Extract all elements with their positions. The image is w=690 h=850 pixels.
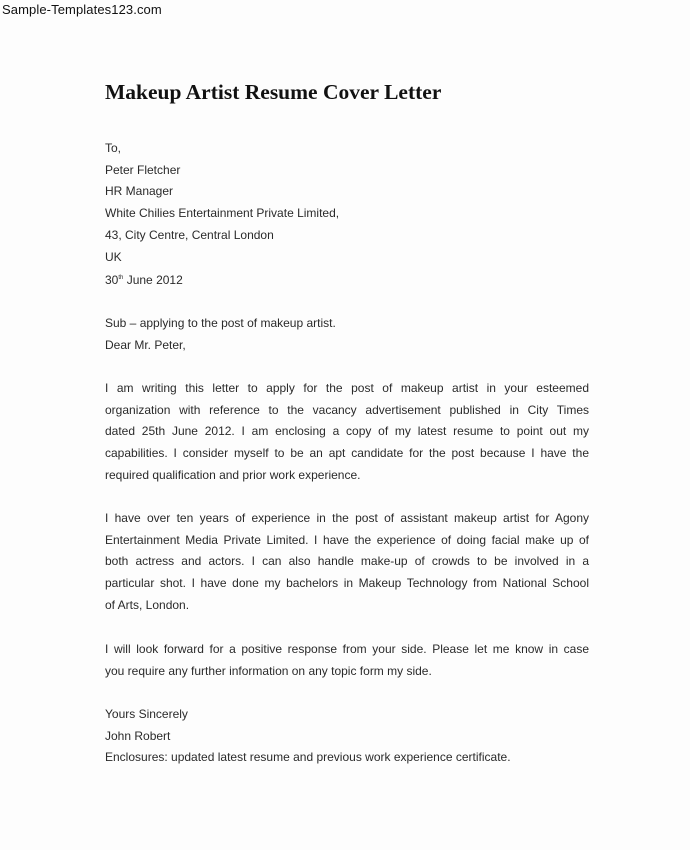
recipient-position: HR Manager (105, 184, 174, 199)
paragraph-2-line: I have over ten years of experience in the post of assistant makeup artist for Agony (105, 511, 589, 525)
subject-line: Sub – applying to the post of makeup artist. (105, 316, 336, 330)
paragraph-2-line: particular shot. I have done my bachelors in Makeup Technology from National School (105, 576, 589, 591)
paragraph-2-line: both actress and actors. I can also handle make-up of crowds to be involved in a (105, 554, 589, 569)
salutation: Dear Mr. Peter, (105, 337, 186, 352)
recipient-name: Peter Fletcher (105, 162, 181, 177)
subject-block (105, 313, 589, 356)
paragraph-2 (105, 508, 589, 617)
paragraph-1-line: I am writing this letter to apply for the post of makeup artist in your esteemed (105, 381, 589, 395)
recipient-street: 43, City Centre, Central London (105, 227, 274, 242)
paragraph-1-line: required qualification and prior work experience. (105, 467, 361, 482)
date-rest: June 2012 (123, 273, 183, 288)
closing-block (105, 704, 589, 769)
recipient-address (105, 138, 589, 292)
paragraph-1-line: dated 25th June 2012. I am enclosing a copy of my latest resume to point out my (105, 424, 589, 439)
paragraph-1-line: organization with reference to the vacancy advertisement published in City Times (105, 402, 589, 417)
letter-date (105, 268, 589, 292)
signature-name: John Robert (105, 728, 171, 743)
date-day: 30 (105, 273, 119, 288)
paragraph-3-line: I will look forward for a positive response from your side. Please let me know in case (105, 642, 589, 656)
closing: Yours Sincerely (105, 707, 188, 721)
address-to: To, (105, 141, 122, 155)
paragraph-1 (105, 378, 589, 487)
paragraph-2-line: of Arts, London. (105, 597, 190, 612)
recipient-country: UK (105, 249, 122, 264)
site-watermark: Sample-Templates123.com (2, 2, 162, 17)
page-title: Makeup Artist Resume Cover Letter (105, 80, 442, 104)
enclosures: Enclosures: updated latest resume and previous work experience certificate. (105, 750, 511, 765)
paragraph-2-line: Entertainment Media Private Limited. I have the experience of doing facial make up of (105, 532, 589, 547)
recipient-company: White Chilies Entertainment Private Limited, (105, 206, 340, 221)
paragraph-3-line: you require any further information on any topic form my side. (105, 663, 432, 678)
paragraph-3 (105, 639, 589, 682)
date-suffix: th (118, 275, 124, 282)
paragraph-1-line: capabilities. I consider myself to be an apt candidate for the post because I have the (105, 446, 589, 461)
